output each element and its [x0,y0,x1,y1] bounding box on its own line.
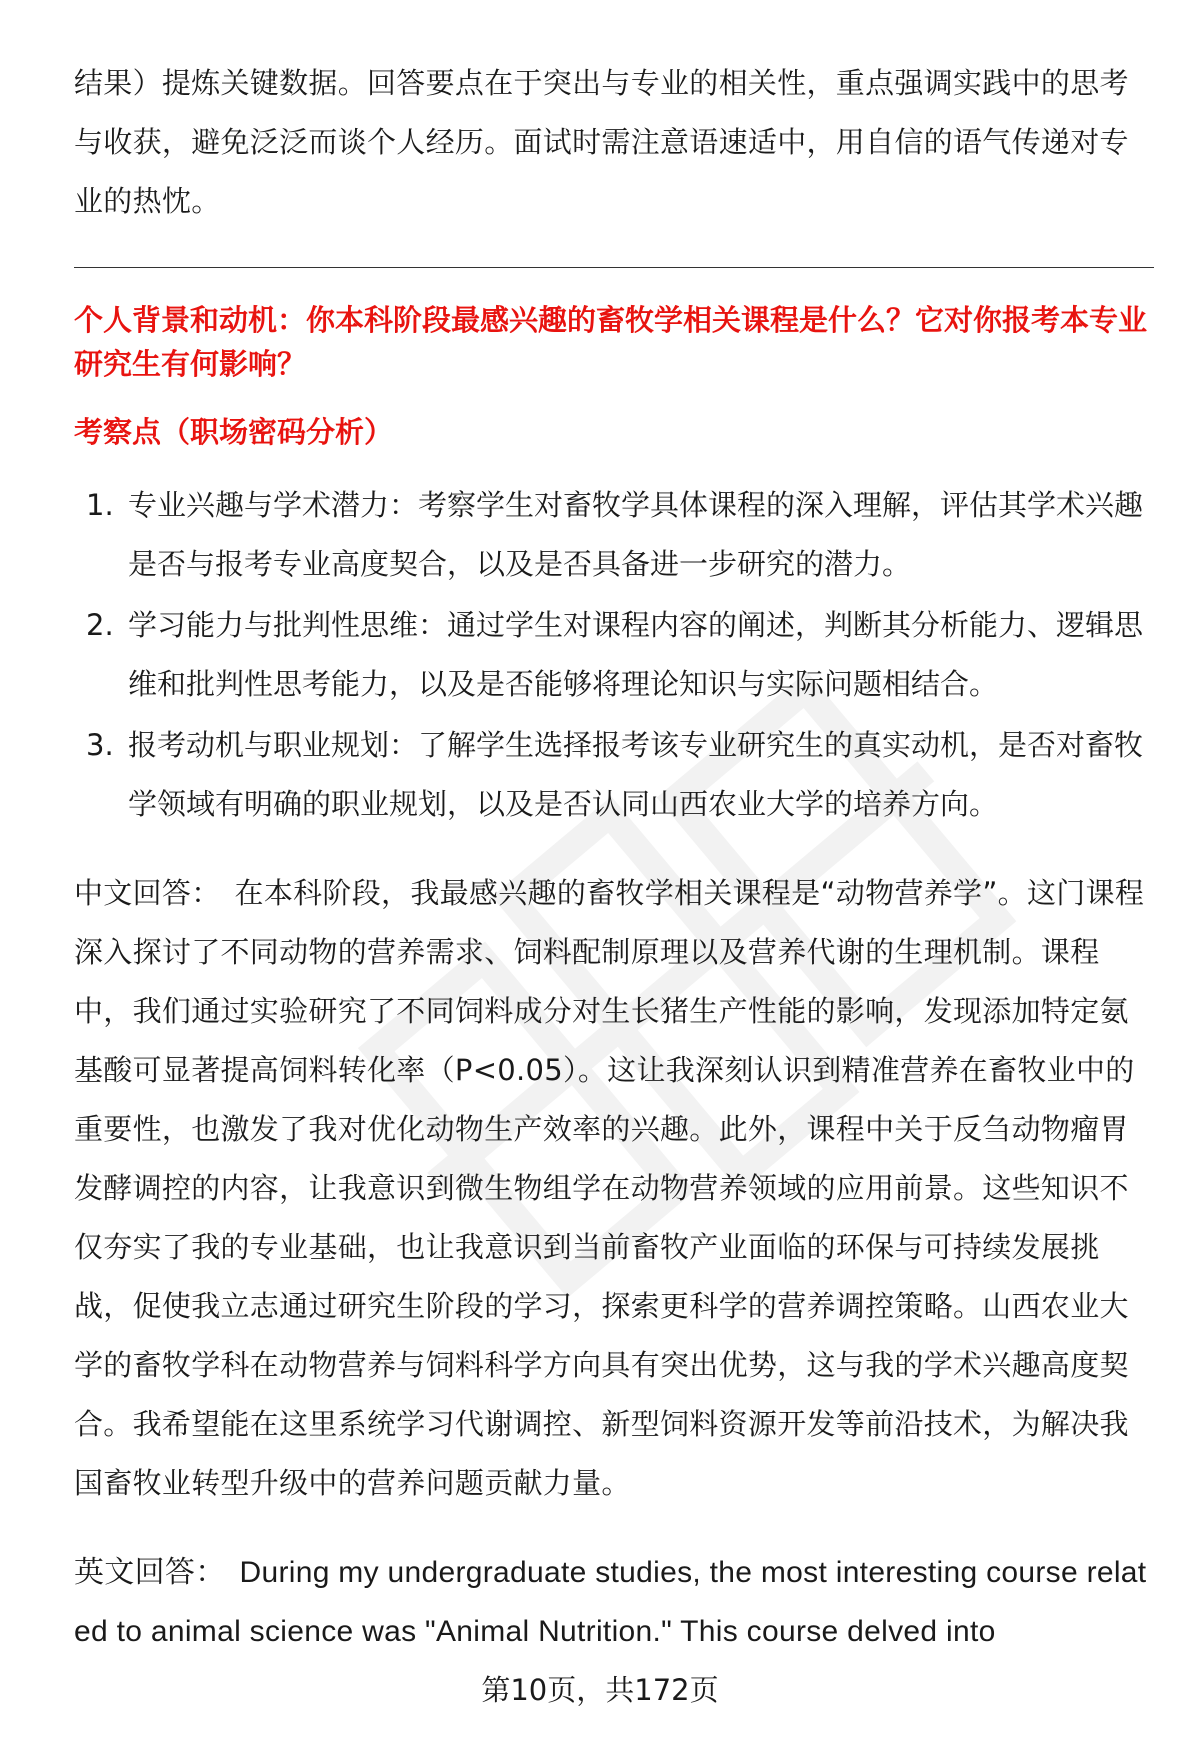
chinese-answer-text: 在本科阶段，我最感兴趣的畜牧学相关课程是“动物营养学”。这门课程深入探讨了不同动物的营养需求、饲料配制原理以及营养代谢的生理机制。课程中，我们通过实验研究了不同饲料成分对生长猪生产性能的影响，发现添加特定氨基酸可显著提高饲料转化率（P<0.05）。这让我深刻认识到精准营养在畜牧业中的重要性，也激发了我对优化动物生产效率的兴趣。此外，课程中关于反刍动物瘤胃发酵调控的内容，让我意识到微生物组学在动物营养领域的应用前景。这些知识不仅夯实了我的专业基础，也让我意识到当前畜牧产业面临的环保与可持续发展挑战，促使我立志通过研究生阶段的学习，探索更科学的营养调控策略。山西农业大学的畜牧学科在动物营养与饲料科学方向具有突出优势，这与我的学术兴趣高度契合。我希望能在这里系统学习代谢调控、新型饲料资源开发等前沿技术，为解决我国畜牧业转型升级中的营养问题贡献力量。 [74,876,1145,1500]
point-text: 报考动机与职业规划：了解学生选择报考该专业研究生的真实动机，是否对畜牧学领域有明确的职业规划，以及是否认同山西农业大学的培养方向。 [128,728,1144,821]
point-number: 2. [86,608,114,642]
chinese-answer [74,864,1154,1513]
point-number: 3. [86,728,114,762]
analysis-heading: 考察点（职场密码分析） [74,415,394,449]
english-answer [74,1543,1154,1661]
analysis-point [74,596,1154,714]
page-number-footer: 第10页，共172页 [481,1673,719,1707]
english-answer-text: During my undergraduate studies, the most interesting course related to animal science was "Animal Nutrition." This course delved into [74,1556,1147,1648]
intro-paragraph: 结果）提炼关键数据。回答要点在于突出与专业的相关性，重点强调实践中的思考与收获，避免泛泛而谈个人经历。面试时需注意语速适中，用自信的语气传递对专业的热忱。 [74,66,1129,218]
point-number: 1. [86,488,114,522]
analysis-point [74,716,1154,834]
section-divider [74,267,1154,268]
analysis-point [74,476,1154,594]
analysis-points-list [74,476,1154,834]
english-answer-label: 英文回答： [74,1556,226,1589]
question-title: 个人背景和动机：你本科阶段最感兴趣的畜牧学相关课程是什么？它对你报考本专业研究生有何影响？ [74,303,1148,381]
point-text: 学习能力与批判性思维：通过学生对课程内容的阐述，判断其分析能力、逻辑思维和批判性思考能力，以及是否能够将理论知识与实际问题相结合。 [128,608,1144,701]
document-content [74,54,1154,1661]
chinese-answer-label: 中文回答： [74,876,221,910]
point-text: 专业兴趣与学术潜力：考察学生对畜牧学具体课程的深入理解，评估其学术兴趣是否与报考专业高度契合，以及是否具备进一步研究的潜力。 [128,488,1144,581]
